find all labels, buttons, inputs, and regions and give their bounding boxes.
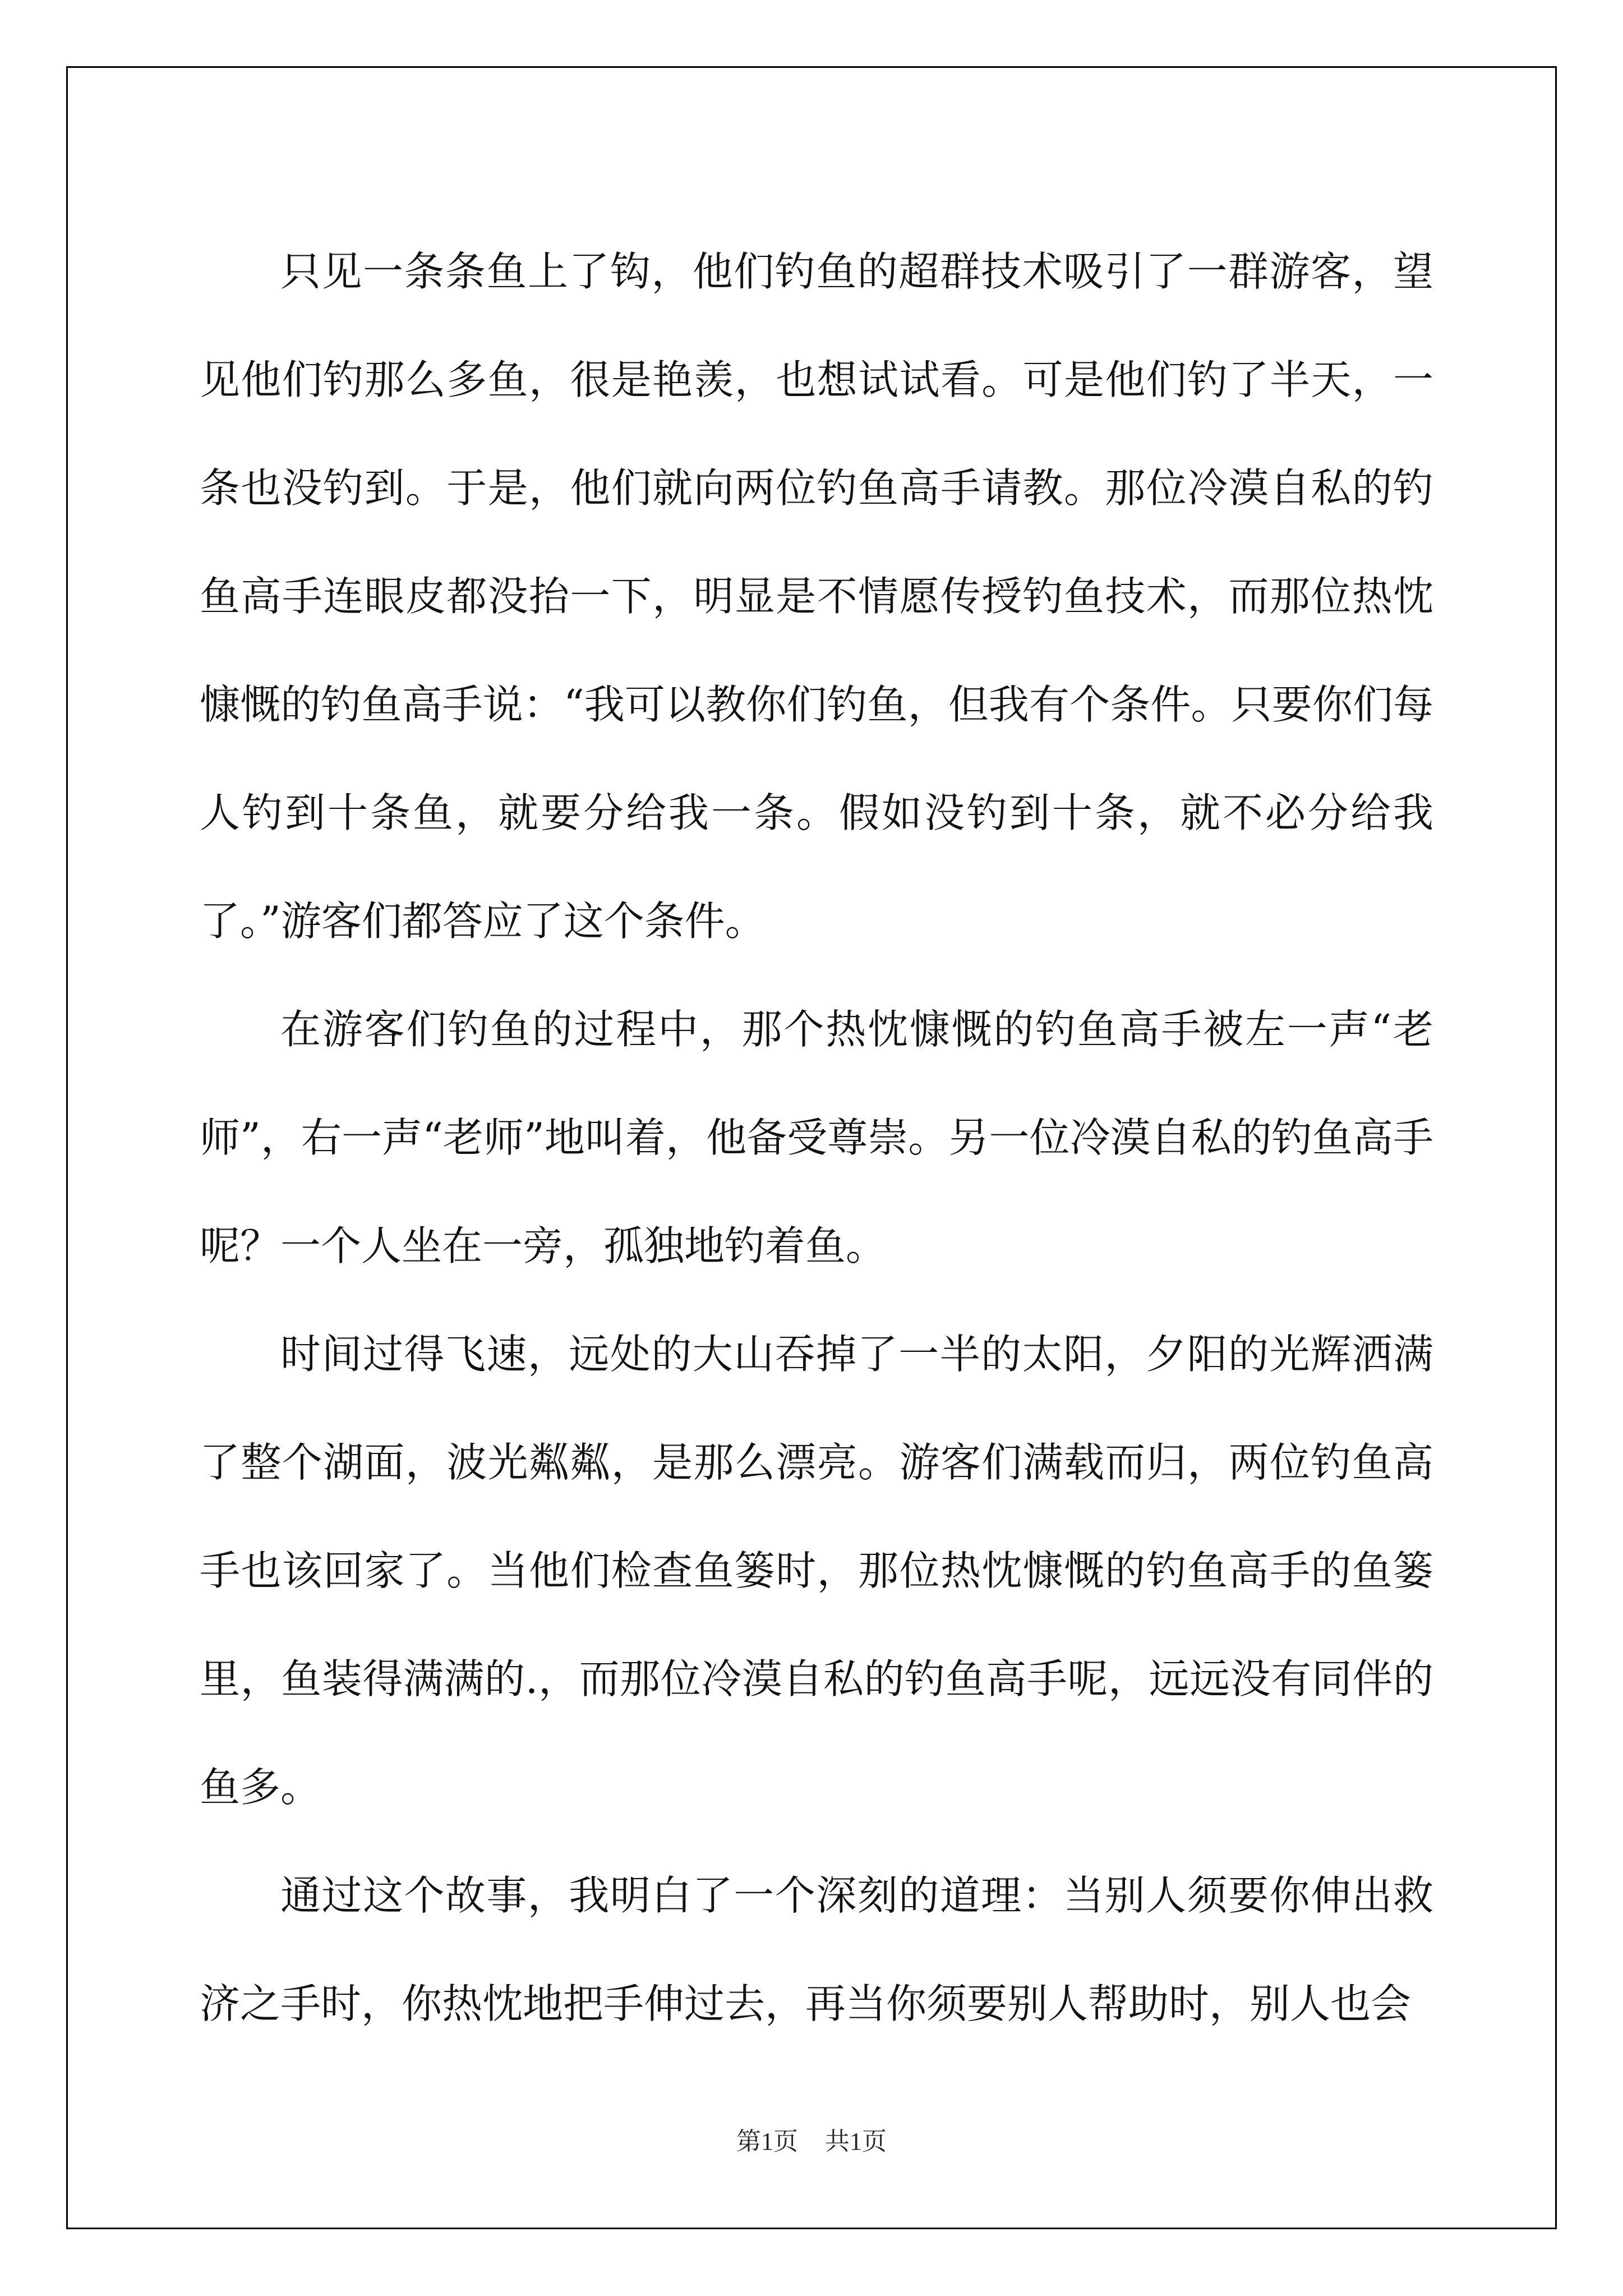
document-body (200, 218, 1433, 2058)
paragraph-1: 只见一条条鱼上了钩，他们钓鱼的超群技术吸引了一群游客，望见他们钓那么多鱼，很是艳羡，也想试试看。可是他们钓了半天，一条也没钓到。于是，他们就向两位钓鱼高手请教。那位冷漠自私的钓鱼高手连眼皮都没抬一下，明显是不情愿传授钓鱼技术，而那位热忱慷慨的钓鱼高手说：“我可以教你们钓鱼，但我有个条件。只要你们每人钓到十条鱼，就要分给我一条。假如没钓到十条，就不必分给我了。”游客们都答应了这个条件。 (200, 248, 1433, 945)
page-total: 共1页 (825, 2128, 887, 2155)
paragraph-2: 在游客们钓鱼的过程中，那个热忱慷慨的钓鱼高手被左一声“老师”，右一声“老师”地叫着，他备受尊崇。另一位冷漠自私的钓鱼高手呢？一个人坐在一旁，孤独地钓着鱼。 (200, 1006, 1433, 1269)
page-footer (0, 2125, 1623, 2159)
page-number: 第1页 (736, 2128, 798, 2155)
paragraph-4: 通过这个故事，我明白了一个深刻的道理：当别人须要你伸出救济之手时，你热忱地把手伸过去，再当你须要别人帮助时，别人也会 (200, 1872, 1433, 2027)
paragraph-3: 时间过得飞速，远处的大山吞掉了一半的太阳，夕阳的光辉洒满了整个湖面，波光粼粼，是那么漂亮。游客们满载而归，两位钓鱼高手也该回家了。当他们检查鱼篓时，那位热忱慷慨的钓鱼高手的鱼篓里，鱼装得满满的.，而那位冷漠自私的钓鱼高手呢，远远没有同伴的鱼多。 (200, 1331, 1433, 1811)
